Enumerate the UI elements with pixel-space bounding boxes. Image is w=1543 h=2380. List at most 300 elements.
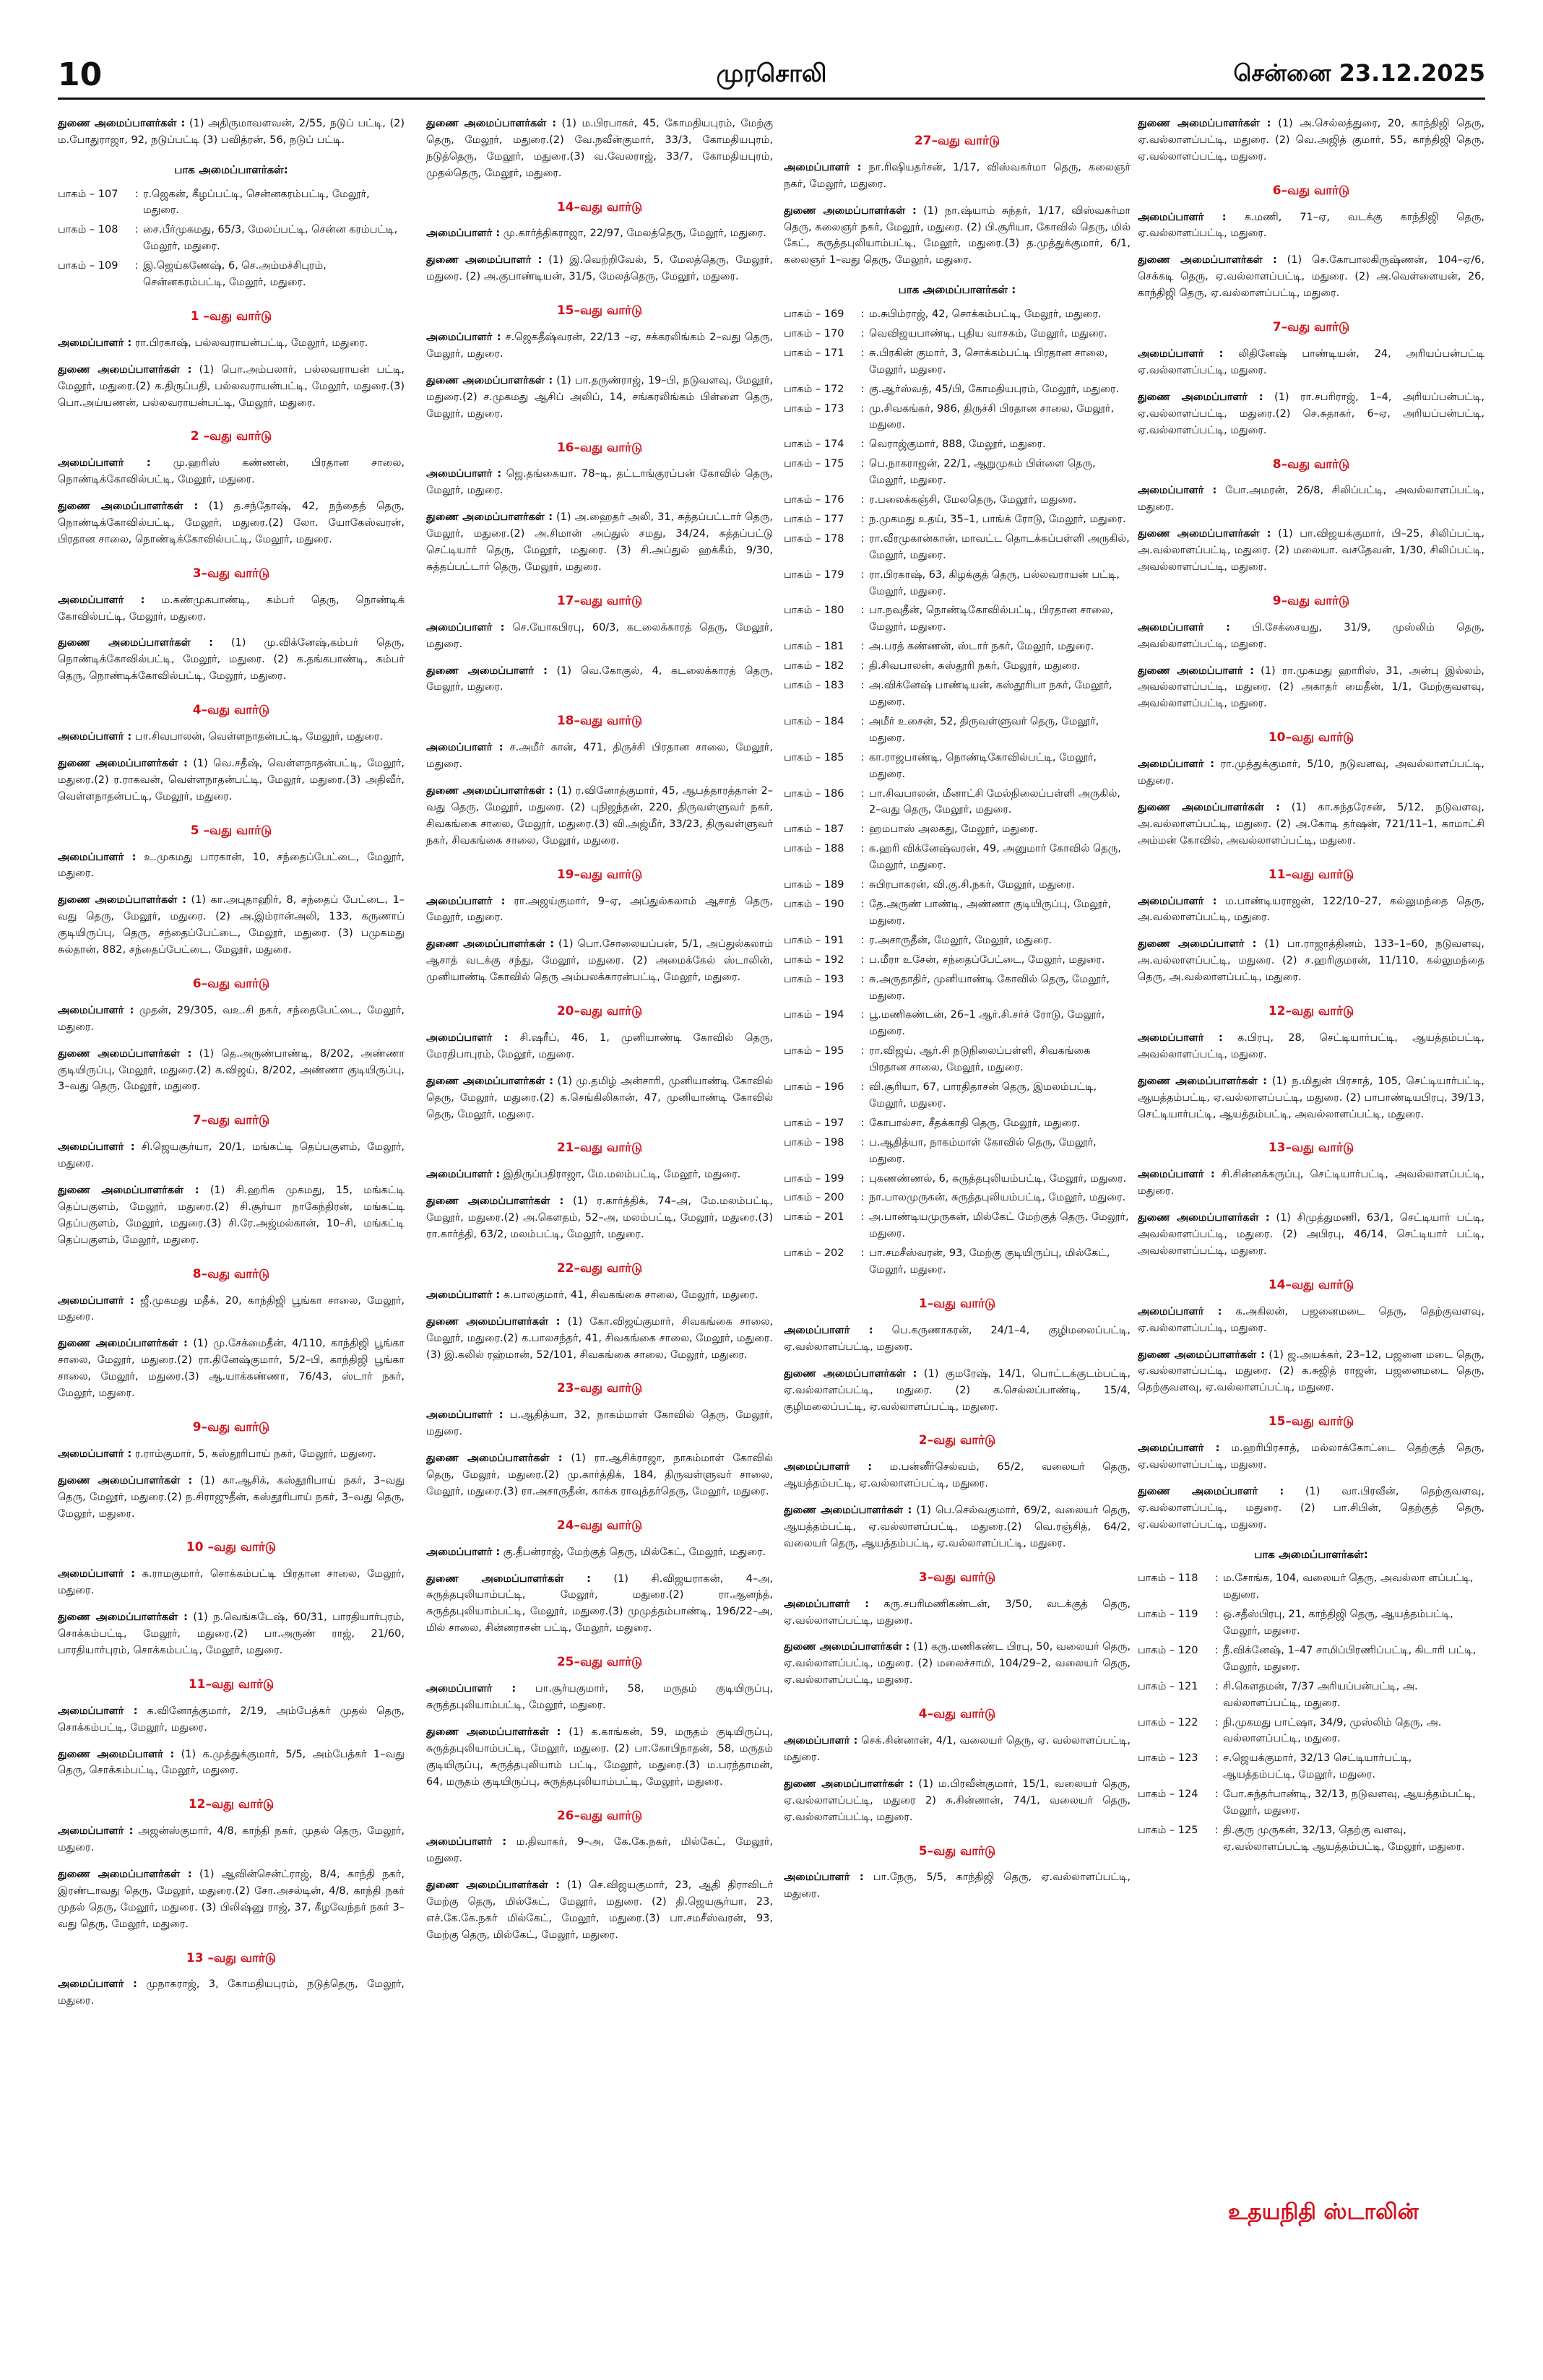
appointment-entry xyxy=(426,509,773,576)
appointee-details: (1) பா.ராஜாத்தினம், 133–1–60, நடுவளவு, அ.வல்லாளப்பட்டி, மதுரை. (2) ச.ஹரிகுமரன், 11/110, கல்லுமந்தை தெரு, அ.வல்லாளப்பட்டி, மதுரை. xyxy=(1138,938,1484,984)
ward-heading: 7–வது வார்டு xyxy=(1272,320,1350,335)
appointee-details: (1) வா.பிரவீன், தெற்குவளவு, ஏ.வல்லாளப்பட்டி, மதுரை. (2) பா.சிபின், தெற்குத் தெரு, ஏ.வல்லாளப்பட்டி, மதுரை. xyxy=(1138,1485,1484,1531)
booth-number: பாகம் – 170 xyxy=(784,327,844,339)
booth-agent: க.ஹரி விக்னேஷ்வரன், 49, அனுமார் கோவில் தெரு, மேலூர், மதுரை. xyxy=(869,843,1121,872)
booth-entry xyxy=(784,1043,1131,1076)
booth-entry xyxy=(784,1209,1131,1242)
appointee-details: க.பிரபு, 28, செட்டியார்பட்டி, ஆயத்தம்பட்டி, அவல்லாளப்பட்டி, மதுரை. xyxy=(1138,1031,1484,1060)
appointee-details: (1) பா.தருண்ராஜ், 19–பி, நடுவளவு, மேலூர், மதுரை.(2) ச.முகமது ஆசிப் அலிப், 14, சங்கரலிங்கம் பிள்ளை தெரு, மேலூர், மதுரை. xyxy=(426,374,773,420)
role-label: அமைப்பாளர் : xyxy=(426,228,501,240)
appointment-entry xyxy=(426,1167,773,1183)
ward-heading: 14–வது வார்டு xyxy=(556,199,643,215)
appointment-entry xyxy=(58,1336,405,1402)
booth-number: பாகம் – 190 xyxy=(784,898,844,910)
role-label: துணை அமைப்பாளர்கள் : xyxy=(426,374,553,386)
role-label: துணை அமைப்பாளர் : xyxy=(1138,1485,1284,1497)
role-label: அமைப்பாளர் : xyxy=(1138,485,1217,497)
ward-heading: 11–வது வார்டு xyxy=(1268,867,1354,882)
booth-number: பாகம் – 124 xyxy=(1138,1788,1198,1801)
booth-separator: : xyxy=(1214,1752,1219,1765)
role-label: அமைப்பாளர் : xyxy=(426,1169,501,1181)
booth-number: பாகம் – 194 xyxy=(784,1009,844,1021)
booth-separator: : xyxy=(860,1117,865,1129)
booth-entry xyxy=(58,186,405,220)
appointment-entry xyxy=(58,1976,405,2009)
booth-entry xyxy=(784,639,1131,655)
appointment-entry xyxy=(784,1869,1131,1903)
appointment-entry xyxy=(784,1776,1131,1826)
appointee-details: க.பாலகுமார், 41, சிவகங்கை சாலை, மேலூர், மதுரை. xyxy=(503,1289,758,1301)
appointee-details: (1) மு.தமிழ் அன்சாரி, முனியாண்டி கோவில் தெரு, மேலூர், மதுரை.(2) க.செங்கிலிகான், 47, முனியாண்டி கோவில் தெரு, மேலூர், மதுரை. xyxy=(426,1075,773,1120)
booth-separator: : xyxy=(860,715,865,727)
appointment-entry xyxy=(1138,1210,1484,1260)
role-label: அமைப்பாளர் : xyxy=(1138,1442,1220,1455)
booth-agent: நீ.விக்னேஷ், 1–47 சாமிப்பிரணிப்பட்டி, கிடாரி பட்டி, மேலூர், மதுரை. xyxy=(1223,1644,1477,1673)
booth-number: பாகம் – 180 xyxy=(784,605,844,617)
booth-separator: : xyxy=(134,260,139,272)
booth-separator: : xyxy=(860,605,865,617)
booth-number: பாகம் – 108 xyxy=(58,224,118,236)
appointee-details: ம.ஹரிபிரசாத், மல்லாக்கோட்டை தெற்குத் தெரு, ஏ.வல்லாளப்பட்டி, மதுரை. xyxy=(1138,1442,1484,1471)
booth-entry xyxy=(784,678,1131,711)
booth-separator: : xyxy=(860,347,865,359)
role-label: துணை அமைப்பாளர்கள் : xyxy=(1138,528,1271,540)
booth-agent: ஒ.சதீஸ்பிரபு, 21, காந்திஜி தெரு, ஆயத்தம்பட்டி, மேலூர், மதுரை. xyxy=(1223,1609,1453,1637)
appointee-details: மு.ஹரிஸ் கண்ணன், பிரதான சாலை, நொண்டிக்கோவில்பட்டி, மேலூர், மதுரை. xyxy=(58,457,405,486)
appointee-details: (1) ஆவின்சென்ட்ராஜ், 8/4, காந்தி நகர், இரண்டாவது தெரு, மேலூர், மதுரை.(2) சோ.அசல்டின், 4/8, காந்தி நகர் முதல் தெரு, மேலூர், மதுரை. (3) பிலிஷ்னு ராஜ், 37, கீழவேந்தர் நகர் 3–வது தெரு, மேலூர், மதுரை. xyxy=(58,1869,405,1930)
booth-agent: பூ.மணிகண்டன், 26–1 ஆர்.சி.சர்ச் ரோடு, மேலூர், மதுரை. xyxy=(869,1009,1105,1038)
appointee-details: (1) பொ.சோலையப்பன், 5/1, அப்துல்கலாம் ஆசாத் வடக்கு சந்து, மேலூர், மதுரை. (2) அமைக்கேல் ஸ்டாலின், முனியாண்டி கோவில் தெரு அம்பலக்காரன்பட்டி, மேலூர், மதுரை. xyxy=(426,938,773,984)
booth-entry xyxy=(784,896,1131,930)
booth-separator: : xyxy=(860,751,865,763)
appointee-details: (1) மு.விக்னேஷ்,கம்பர் தெரு, நொண்டிக்கோவில்பட்டி, மேலூர், மதுரை. (2) க.தங்கபாண்டி, கம்பர் தெரு, நொண்டிக்கோவில்பட்டி, மேலூர், மதுரை. xyxy=(58,637,405,683)
booth-entry xyxy=(58,222,405,255)
ward-heading: 6–வது வார்டு xyxy=(192,976,270,991)
appointment-entry xyxy=(58,116,405,149)
role-label: அமைப்பாளர் : xyxy=(426,895,506,907)
booth-agent: ம.சோங்க, 104, வலையர் தெரு, அவல்லா ளப்பட்டி, மதுரை. xyxy=(1223,1572,1474,1601)
booth-number: பாகம் – 201 xyxy=(784,1211,844,1224)
appointment-entry xyxy=(784,203,1131,269)
booth-separator: : xyxy=(860,898,865,910)
role-label: அமைப்பாளர் : xyxy=(426,1409,503,1421)
booth-separator: : xyxy=(860,402,865,415)
appointee-details: (1) கா.அபுதாஹிர், 8, சந்தைப் பேட்டை, 1–வது தெரு, மேலூர், மதுரை. (2) அ.இம்ரான்அலி, 133, கருணாப் குடியிருப்பு, தெரு, சந்தைப்பேட்டை, மேலூர், மதுரை. (3) பமுகமது சுல்தான், 882, சந்தைப்பேட்டை, மேலூர், மதுரை. xyxy=(58,894,405,956)
role-label: அமைப்பாளர் : xyxy=(426,1836,507,1848)
ward-heading: 21–வது வார்டு xyxy=(556,1141,643,1156)
ward-heading: 4–வது வார்டு xyxy=(192,703,270,718)
ward-heading: 17–வது வார்டு xyxy=(556,593,643,608)
booth-separator: : xyxy=(860,1192,865,1204)
booth-number: பாகம் – 173 xyxy=(784,402,844,415)
appointee-details: முதன், 29/305, வஉ.சி நகர், சந்தைபேட்டை, மேலூர், மதுரை. xyxy=(58,1004,405,1033)
column-4 xyxy=(1138,116,1484,2358)
ward-heading: 5–வது வார்டு xyxy=(918,1843,996,1858)
booth-number: பாகம் – 202 xyxy=(784,1247,844,1260)
ward-heading: 8–வது வார்டு xyxy=(192,1266,270,1281)
role-label: அமைப்பாளர் : xyxy=(784,1598,869,1610)
role-label: துணை அமைப்பாளர் : xyxy=(1138,938,1257,951)
booth-agent: வெவிஜயபாண்டி, புதிய வாசகம், மேலூர், மதுரை. xyxy=(869,327,1107,339)
booth-number: பாகம் – 183 xyxy=(784,680,844,692)
booth-agent: பா.சமசீஸ்வரன், 93, மேற்கு குடியிருப்பு, மில்கேட், மேலூர், மதுரை. xyxy=(869,1247,1110,1276)
appointment-entry xyxy=(1138,756,1484,789)
booth-number: பாகம் – 172 xyxy=(784,383,844,395)
booth-separator: : xyxy=(860,532,865,545)
booth-number: பாகம் – 188 xyxy=(784,843,844,855)
appointee-details: (1) மு.சேக்மைதீன், 4/110, காந்திஜி பூங்கா சாலை, மேலூர், மதுரை.(2) ரா.தினேஷ்குமார், 5/2–பி, காந்திஜி பூங்கா சாலை, மேலூர், மதுரை.(3) ஆ.யாக்கண்ணா, 76/43, ஸ்டார் நகர், மேலூர், மதுரை. xyxy=(58,1338,405,1400)
ward-heading: 10–வது வார்டு xyxy=(1268,730,1354,745)
role-label: அமைப்பாளர் : xyxy=(426,621,505,633)
role-label: அமைப்பாளர் : xyxy=(1138,621,1230,633)
appointee-details: (1) செ.விஜயகுமார், 23, ஆதி திராவிடர் மேற்கு தெரு, மில்கேட், மேலூர், மதுரை. (2) தி.ஜெயசூர்யா, 23, எச்.கே.கே.நகர் மில்கேட், மேலூர், மதுரை.(3) பா.சமசீஸ்வரன், 93, மேற்கு தெரு, மில்கேட், மேலூர், மதுரை. xyxy=(426,1879,773,1941)
appointee-details: (1) ந.மிதுன் பிரசாத், 105, செட்டியார்பட்டி, ஆயத்தம்பட்டி, ஏ.வல்லாளப்பட்டி, மதுரை. (2) பாபாண்டியபிரபு, 39/13, செட்டியார்பட்டி, ஆயத்தம்பட்டி, அவல்லாளப்பட்டி, மதுரை. xyxy=(1138,1075,1484,1120)
appointment-entry xyxy=(1138,346,1484,379)
appointment-entry xyxy=(58,1182,405,1249)
ward-heading: 8–வது வார்டு xyxy=(1272,456,1350,472)
appointee-details: போ.அமரன், 26/8, சிலிப்பட்டி, அவல்லாளப்பட்டி, மதுரை. xyxy=(1138,485,1484,514)
appointee-details: பி.சேக்சையது, 31/9, முஸ்லிம் தெரு, அவல்லாளப்பட்டி, மதுரை. xyxy=(1138,621,1484,650)
appointment-entry xyxy=(426,893,773,927)
appointment-entry xyxy=(1138,620,1484,653)
role-label: அமைப்பாளர் : xyxy=(426,468,502,480)
appointment-entry xyxy=(58,1139,405,1172)
booth-agent: அ.விக்னேஷ் பாண்டியன், கஸ்தூரிபா நகர், மேலூர், மதுரை. xyxy=(869,680,1112,709)
booth-separator: : xyxy=(1214,1788,1219,1801)
booth-number: பாகம் – 199 xyxy=(784,1172,844,1185)
ward-heading: 4–வது வார்டு xyxy=(918,1707,996,1722)
appointee-details: (1) அ.செல்லத்துரை, 20, காந்திஜி தெரு, ஏ.வல்லாளப்பட்டி, மதுரை. (2) வெ.அஜித் குமார், 55, காந்திஜி தெரு, ஏ.வல்லாளப்பட்டி, மதுரை. xyxy=(1138,118,1484,163)
booth-separator: : xyxy=(860,458,865,470)
ward-heading: 15–வது வார்டு xyxy=(1268,1414,1354,1429)
role-label: துணை அமைப்பாளர் : xyxy=(426,665,548,677)
booth-number: பாகம் – 192 xyxy=(784,953,844,966)
booth-agent: ந.முகமது உதய், 35–1, பாங்க் ரோடு, மேலூர், மதுரை. xyxy=(869,513,1126,525)
role-label: அமைப்பாளர் : xyxy=(58,851,137,863)
ward-heading: 24–வது வார்டு xyxy=(556,1518,643,1533)
booth-entry xyxy=(784,511,1131,528)
booth-separator: : xyxy=(860,383,865,395)
appointee-details: சி.ஜெயசூர்யா, 20/1, மங்கட்டி தெப்பகுளம், மேலூர், மதுரை. xyxy=(58,1141,405,1170)
appointee-details: செ.யோகபிரபு, 60/3, கடலைக்காரத் தெரு, மேலூர், மதுரை. xyxy=(426,621,773,650)
appointment-entry xyxy=(58,1566,405,1599)
booth-separator: : xyxy=(1214,1572,1219,1585)
ward-heading: 5 –வது வார்டு xyxy=(190,823,272,838)
appointee-details: (1) த.சந்தோஷ், 42, நந்தைத் தெரு, நொண்டிக்கோவில்பட்டி, மேலூர், மதுரை.(2) லோ. யோகேஸ்வரன், பிரதான சாலை, நொண்டிக்கோவில்பட்டி, மேலூர், மதுரை. xyxy=(58,501,405,545)
appointment-entry xyxy=(1138,800,1484,849)
role-label: துணை அமைப்பாளர்கள் : xyxy=(58,1611,188,1624)
role-label: துணை அமைப்பாளர் : xyxy=(1138,391,1263,403)
role-label: துணை அமைப்பாளர்கள் : xyxy=(426,1075,554,1087)
booth-agent: பா.சிவபாலன், மீனாட்சி மேல்நிலைப்பள்ளி அருகில், 2–வது தெரு, மேலூர், மதுரை. xyxy=(869,787,1120,816)
appointee-details: ப.ஆதித்யா, 32, நாகம்மாள் கோவில் தெரு, மேலூர், மதுரை. xyxy=(426,1409,773,1438)
appointee-details: (1) சி.விஜயராகன், 4–அ, சுருத்தபுலியாம்பட்டி, மேலூர், மதுரை.(2) ரா.ஆனந்த், சுருத்தபுலியாம்பட்டி, மேலூர், மதுரை.(3) முமுத்தம்பாண்டி, 196/22–அ, மில் சாலை, சின்னராசன் பட்டி, மேலூர், மதுரை. xyxy=(426,1572,773,1635)
booth-entry xyxy=(784,1007,1131,1040)
booth-entry xyxy=(784,877,1131,893)
appointment-entry xyxy=(426,225,773,242)
appointee-details: சி.சின்னக்கருப்பு, செட்டியார்பட்டி, அவல்லாளப்பட்டி, மதுரை. xyxy=(1138,1169,1484,1198)
role-label: அமைப்பாளர் : xyxy=(1138,1169,1215,1181)
appointment-entry xyxy=(1138,1440,1484,1474)
booth-entry xyxy=(1138,1786,1484,1819)
booth-agent: கு.ஆர்ஸ்வத், 45/பி, கோமதியபுரம், மேலூர், மதுரை. xyxy=(869,383,1120,395)
appointment-entry xyxy=(1138,1304,1484,1337)
appointment-entry xyxy=(58,498,405,548)
role-label: அமைப்பாளர் : xyxy=(58,1825,134,1838)
appointee-details: (1) சிமுத்துமணி, 63/1, செட்டியார் பட்டி, அவல்லாளப்பட்டி, மதுரை. (2) அபிரபு, 46/14, செட்டியார் பட்டி, அவல்லாளப்பட்டி, மதுரை. xyxy=(1138,1212,1484,1257)
appointee-details: அஜன்ஸ்குமார், 4/8, காந்தி நகர், முதல் தெரு, மேலூர், மதுரை. xyxy=(58,1825,405,1854)
appointment-entry xyxy=(426,1571,773,1637)
appointee-details: (1) ம.பிரபாகர், 45, கோமதியபுரம், மேற்கு தெரு, மேலூர், மதுரை.(2) வே.நவீன்குமார், 33/3, கோமதியபுரம், நடுத்தெரு, மேலூர், மதுரை.(3) வ.வேலராஜ், 33/7, கோமதியபுரம், முதல்தெரு, மேலூர், மதுரை. xyxy=(426,118,773,179)
appointee-details: சி.ஷரீப், 46, 1, முனியாண்டி கோவில் தெரு, மேரதிபாபுரம், மேலூர், மதுரை. xyxy=(426,1031,773,1060)
appointment-entry xyxy=(1138,936,1484,986)
appointee-details: லிதினேஷ் பாண்டியன், 24, அரியப்பன்பட்டி ஏ.வல்லாளப்பட்டி, மதுரை. xyxy=(1138,347,1484,376)
ward-heading: 26–வது வார்டு xyxy=(556,1808,643,1823)
booth-agent: ர.பலைக்கஞ்சி, மேலதெரு, மேலூர், மதுரை. xyxy=(869,494,1077,506)
booth-agent: தி.குரு முருகன், 32/13, தெற்கு வளவு, ஏ.வல்லாளப்பட்டி ஆயத்தம்பட்டி, மேலூர், மதுரை. xyxy=(1223,1825,1465,1853)
appointment-entry xyxy=(426,373,773,423)
role-label: துணை அமைப்பாளர்கள் : xyxy=(426,1879,560,1892)
appointment-entry xyxy=(1138,389,1484,439)
booth-separator: : xyxy=(1214,1716,1219,1728)
booth-entry xyxy=(1138,1570,1484,1604)
appointment-entry xyxy=(1138,1347,1484,1397)
booth-entry xyxy=(1138,1606,1484,1640)
appointee-details: ர.ராம்குமார், 5, கஸ்தூரிபாய் நகர், மேலூர், மதுரை. xyxy=(134,1448,376,1460)
booth-number: பாகம் – 125 xyxy=(1138,1825,1198,1836)
booth-agent: போ.சுந்தர்பாண்டி, 32/13, நடுவளவு, ஆயத்தம்பட்டி, மேலூர், மதுரை. xyxy=(1223,1788,1476,1817)
appointee-details: உ.முகமது பாரகான், 10, சந்தைப்பேட்டை, மேலூர், மதுரை. xyxy=(58,851,405,880)
booth-number: பாகம் – 197 xyxy=(784,1117,844,1129)
role-label: துணை அமைப்பாளர்கள் : xyxy=(58,1185,199,1197)
role-label: அமைப்பாளர் : xyxy=(58,1004,134,1016)
appointee-details: (1) ரா.முகமது ஹாரிஸ், 31, அன்பு இல்லம், அவல்லாளப்பட்டி, மதுரை. (2) அகாதர் மைதீன், 1/1, மேற்குவளவு, அவல்லாளப்பட்டி, மதுரை. xyxy=(1138,665,1484,710)
booth-number: பாகம் – 109 xyxy=(58,260,118,272)
booth-separator: : xyxy=(860,680,865,692)
appointment-entry xyxy=(426,1544,773,1561)
appointee-details: (1) கரு.மணிகண்ட பிரபு, 50, வலையர் தெரு, ஏ.வல்லாளப்பட்டி, மதுரை. (2) மலைச்சாமி, 104/29–2, வலையர் தெரு, ஏ.வல்லாளப்பட்டி, மதுரை. xyxy=(784,1641,1131,1687)
appointment-entry xyxy=(784,1323,1131,1356)
ward-heading: 23–வது வார்டு xyxy=(556,1381,643,1396)
role-label: அமைப்பாளர் : xyxy=(58,1141,135,1154)
appointment-entry xyxy=(58,455,405,488)
booth-separator: : xyxy=(860,934,865,946)
ward-heading: 13 –வது வார்டு xyxy=(186,1950,277,1965)
booth-agent: கா.ராஜபாண்டி, நொண்டிகோவில்பட்டி, மேலூர், மதுரை. xyxy=(869,751,1097,780)
role-label: அமைப்பாளர் : xyxy=(58,457,151,469)
booth-agent: நா.பாலமுருகன், சுருத்தபுலியம்பட்டி, மேலூர், மதுரை. xyxy=(869,1192,1126,1204)
booth-agent: தி.சிவபாலன், கஸ்தூரி நகர், மேலூர், மதுரை. xyxy=(869,660,1081,672)
booth-separator: : xyxy=(134,188,139,200)
appointee-details: செக்.சின்னான், 4/1, வலையர் தெரு, ஏ. வல்லாளப்பட்டி, மதுரை. xyxy=(784,1735,1131,1763)
booth-separator: : xyxy=(860,513,865,525)
booth-entry xyxy=(784,492,1131,509)
ward-heading: 13–வது வார்டு xyxy=(1268,1141,1354,1156)
appointee-details: ச.அமீர் கான், 471, திருச்சி பிரதான சாலை, மேலூர், மதுரை. xyxy=(426,742,773,771)
booth-number: பாகம் – 193 xyxy=(784,973,844,985)
role-label: துணை அமைப்பாளர்கள் : xyxy=(784,204,917,217)
appointee-details: ரா.அஜய்குமார், 9–ஏ, அப்துல்கலாம் ஆசாத் தெரு, மேலூர், மதுரை. xyxy=(426,895,773,924)
appointee-details: (1) நா.ஷ்யாம் சுந்தர், 1/17, விஸ்வகர்மா தெரு, கலைஞர் நகர், மேலூர், மதுரை. (2) பி.சூரியா, கோவில் தெரு, மில் கேட், சுருத்தபுலியாம்பட்டி, மேலூர், மதுரை.(3) த.முத்துக்குமார், 6/1, கலைஞர் 1–வது தெரு, மேலூர், மதுரை. xyxy=(784,204,1131,267)
appointment-entry xyxy=(58,1823,405,1856)
appointee-details: ம.பன்னீர்செல்வம், 65/2, வலையர் தெரு, ஆயத்தம்பட்டி, ஏ.வல்லாளப்பட்டி, மதுரை. xyxy=(784,1461,1131,1490)
booth-separator: : xyxy=(860,327,865,339)
appointment-entry xyxy=(58,1046,405,1096)
appointment-entry xyxy=(784,1733,1131,1766)
ward-heading: 6–வது வார்டு xyxy=(1272,183,1350,198)
booth-number: பாகம் – 179 xyxy=(784,568,844,581)
booth-number: பாகம் – 187 xyxy=(784,823,844,836)
role-label: அமைப்பாளர் : xyxy=(426,1031,509,1044)
ward-heading: 3–வது வார்டு xyxy=(918,1570,996,1585)
booth-agent: அமீர் உசைன், 52, திருவள்ளுவர் தெரு, மேலூர், மதுரை. xyxy=(869,715,1099,744)
ward-heading: 22–வது வார்டு xyxy=(556,1260,643,1276)
signature: உதயநிதி ஸ்டாலின் xyxy=(1228,2199,1419,2225)
booth-number: பாகம் – 122 xyxy=(1138,1716,1198,1728)
booth-separator: : xyxy=(860,787,865,800)
appointee-details: (1) ம.பிரவீன்குமார், 15/1, வலையர் தெரு, ஏ.வல்லாளப்பட்டி, மதுரை 2) சு.சின்னான், 74/1, வலையர் தெரு, ஏ.வல்லாளப்பட்டி, மதுரை. xyxy=(784,1778,1131,1823)
booth-agent: சை.பீர்முகமது, 65/3, மேலப்பட்டி, சென்ன கரம்பட்டி, மேலூர், மதுரை. xyxy=(143,224,398,253)
booth-separator: : xyxy=(860,823,865,836)
booth-agent: அ.பாண்டியமுருகன், மில்கேட் மேற்குத் தெரு, மேலூர், மதுரை. xyxy=(869,1211,1129,1240)
appointment-entry xyxy=(784,1366,1131,1416)
role-label: அமைப்பாளர் : xyxy=(784,1324,873,1336)
ward-heading: 2 –வது வார்டு xyxy=(190,429,272,444)
booth-entry xyxy=(784,841,1131,874)
appointee-details: (1) குமரேஷ், 14/1, பொட்டக்குடம்பட்டி, ஏ.வல்லாளப்பட்டி, மதுரை. (2) க.செல்லப்பாண்டி, 15/4, குழிமலைப்பட்டி, ஏ.வல்லாளப்பட்டி, மதுரை. xyxy=(784,1367,1131,1413)
booth-number: பாகம் – 175 xyxy=(784,458,844,470)
ward-heading: 12–வது வார்டு xyxy=(1268,1004,1354,1019)
appointee-details: (1) ந.வெங்கடேஷ், 60/31, பாரதியார்புரம், சொக்கம்பட்டி, மேலூர், மதுரை.(2) பா.அருண் ராஜ், 21/60, பாரதியார்புரம், சொக்கம்பட்டி, மேலூர், மதுரை. xyxy=(58,1611,405,1656)
booth-entry xyxy=(784,714,1131,747)
appointee-details: (1) ரா.சபரிராஜ், 1–4, அரியப்பன்பட்டி, ஏ.வல்லாளப்பட்டி, மதுரை.(2) செ.சுதாகர், 6–ஏ, அரியப்பன்பட்டி, ஏ.வல்லாளப்பட்டி, மதுரை. xyxy=(1138,391,1484,436)
role-label: துணை அமைப்பாளர்கள் : xyxy=(1138,1212,1270,1224)
appointee-details: (1) ர.கார்த்திக், 74–அ, மே.மலம்பட்டி, மேலூர், மதுரை.(2) அ.கௌதம், 52–அ, மலம்பட்டி, மேலூர், மதுரை.(3) ரா.கார்த்தி, 63/2, மலம்பட்டி, மேலூர், மதுரை. xyxy=(426,1195,773,1241)
booth-separator: : xyxy=(860,438,865,451)
appointment-entry xyxy=(58,1866,405,1933)
role-label: துணை அமைப்பாளர் : xyxy=(1138,665,1254,677)
role-label: துணை அமைப்பாளர்கள் : xyxy=(58,363,192,376)
role-label: துணை அமைப்பாளர்கள் : xyxy=(784,1367,917,1380)
role-label: அமைப்பாளர் : xyxy=(1138,1031,1223,1044)
booth-number: பாகம் – 182 xyxy=(784,660,844,672)
appointment-entry xyxy=(1138,483,1484,516)
booth-number: பாகம் – 119 xyxy=(1138,1609,1198,1621)
role-label: துணை அமைப்பாளர்கள் : xyxy=(58,637,213,649)
appointment-entry xyxy=(1138,1484,1484,1533)
booth-agent: புகணண்ணல், 6, சுருத்தபுலியம்பட்டி, மேலூர், மதுரை. xyxy=(869,1172,1127,1185)
booth-separator: : xyxy=(1214,1644,1219,1656)
dateline: சென்னை 23.12.2025 xyxy=(1233,59,1485,87)
appointment-entry xyxy=(1138,252,1484,302)
appointment-entry xyxy=(426,1834,773,1867)
booth-separator: : xyxy=(860,1009,865,1021)
booth-entry xyxy=(784,972,1131,1005)
booth-number: பாகம் – 185 xyxy=(784,751,844,763)
role-label: அமைப்பாளர் : xyxy=(426,1289,501,1301)
appointment-entry xyxy=(58,1003,405,1036)
appointee-details: நா.ரிஷியதர்சன், 1/17, விஸ்வகர்மா தெரு, கலைஞர் நகர், மேலூர், மதுரை. xyxy=(784,161,1131,190)
booth-agent: இ.ஜெய்கணேஷ், 6, செ.அம்மச்சிபுரம், சென்னகரம்பட்டி, மேலூர், மதுரை. xyxy=(143,260,327,289)
appointment-entry xyxy=(1138,526,1484,576)
ward-heading: 12–வது வார்டு xyxy=(188,1797,275,1812)
ward-heading: 16–வது வார்டு xyxy=(556,440,643,455)
booth-entry xyxy=(784,1171,1131,1187)
booth-number: பாகம் – 120 xyxy=(1138,1644,1198,1656)
role-label: துணை அமைப்பாளர்கள் : xyxy=(1138,1075,1267,1087)
appointee-details: ம.கண்முகபாண்டி, கம்பர் தெரு, நொண்டிக் கோவில்பட்டி, மேலூர், மதுரை. xyxy=(58,594,405,623)
appointee-details: (1) ர.வினோத்குமார், 45, ஆபத்தாரத்தான் 2–வது தெரு, மேலூர், மதுரை. (2) புநிஜந்தன், 220, திருவள்ளுவர் நகர், சிவகங்கை சாலை, மேலூர், மதுரை.(3) வி.அஜ்மீர், 33/23, திருவள்ளுவர் நகர், சிவகங்கை சாலை, மேலூர், மதுரை. xyxy=(426,785,773,847)
appointee-details: (1) கா.ஆசிக், கஸ்தூரிபாய் நகர், 3–வது தெரு, மேலூர், மதுரை.(2) ந.சிராஜுதீன், கஸ்தூரிபாய் நகர், 3–வது தெரு, மேலூர், மதுரை. xyxy=(58,1474,405,1520)
appointment-entry xyxy=(58,1703,405,1736)
booth-number: பாகம் – 171 xyxy=(784,347,844,359)
role-label: துணை அமைப்பாளர்கள் : xyxy=(426,1572,591,1585)
ward-heading: 1–வது வார்டு xyxy=(918,1297,996,1312)
ward-heading: 11–வது வார்டு xyxy=(188,1676,275,1692)
booth-agent: சு.பிரகின் குமார், 3, சொக்கம்பட்டி பிரதான சாலை, மேலூர், மதுரை. xyxy=(869,347,1108,376)
booth-agent: ர.ஜெகன், கீழப்பட்டி, சென்னகரம்பட்டி, மேலூர், மதுரை. xyxy=(143,188,370,217)
appointee-details: (1) க.முத்துக்குமார், 5/5, அம்பேத்கர் 1–வது தெரு, சொக்கம்பட்டி, மேலூர், மதுரை. xyxy=(58,1748,405,1777)
appointment-entry xyxy=(426,663,773,696)
booth-number: பாகம் – 169 xyxy=(784,308,844,320)
appointee-details: க.அகிலன், பஜனைமடை தெரு, தெற்குவளவு, ஏ.வல்லாளப்பட்டி, மதுரை. xyxy=(1138,1305,1484,1334)
booth-entry xyxy=(784,381,1131,398)
appointee-details: (1) பெ.செல்வகுமார், 69/2, வலையர் தெரு, ஆயத்தம்பட்டி, ஏ.வல்லாளப்பட்டி, மதுரை.(2) வெ.ரஞ்சித், 64/2, வலையர் தெரு, ஆயத்தம்பட்டி, ஏ.வல்லாளப்பட்டி, மதுரை. xyxy=(784,1505,1131,1549)
appointee-details: (1) அதிருமாவளவன், 2/55, நடுப் பட்டி, (2) ம.போதுராஜா, 92, நடுப்பட்டி (3) பவித்ரன், 56, நடுப் பட்டி. xyxy=(58,118,405,146)
appointment-entry xyxy=(58,1293,405,1326)
role-label: அமைப்பாளர் : xyxy=(58,337,132,349)
appointment-entry xyxy=(426,1193,773,1243)
booth-separator: : xyxy=(860,308,865,320)
column-3 xyxy=(784,116,1131,2358)
appointee-details: (1) பொ.அம்பலார், பல்லவராயன் பட்டி, மேலூர், மதுரை.(2) க.திருப்பதி, பல்லவராயன்பட்டி, மேலூர், மதுரை.(3) பொ.அய்யணன், பல்லவராயன்பட்டி, மேலூர், மதுரை. xyxy=(58,363,405,409)
booth-entry xyxy=(1138,1750,1484,1783)
masthead-rule xyxy=(58,98,1485,100)
booth-number: பாகம் – 174 xyxy=(784,438,844,451)
booth-entry xyxy=(784,531,1131,564)
appointment-entry xyxy=(426,329,773,363)
appointment-entry xyxy=(426,466,773,499)
role-label: துணை அமைப்பாளர் : xyxy=(426,254,543,267)
appointee-details: ம.பாண்டியராஜன், 122/10–27, கல்லுமந்தை தெரு, அ.வல்லாளப்பட்டி, மதுரை. xyxy=(1138,895,1484,924)
booth-agent: ரா.விஜய், ஆர்.சி நடுநிலைப்பள்ளி, சிவகங்கை பிரதான சாலை, மேலூர், மதுரை. xyxy=(869,1045,1091,1074)
booth-agent: ம.சுபிம்ராஜ், 42, சொக்கம்பட்டி, மேலூர், மதுரை. xyxy=(869,308,1102,320)
appointee-details: ஜெ.தங்கையா. 78–டி, தட்டாங்குரப்பன் கோவில் தெரு, மேலூர், மதுரை. xyxy=(426,468,773,497)
appointment-entry xyxy=(58,1747,405,1780)
role-label: துணை அமைப்பாளர்கள் : xyxy=(426,511,553,524)
appointee-details: ம.திவாகர், 9–அ, கே.கே.நகர், மில்கேட், மேலூர், மதுரை. xyxy=(426,1836,773,1865)
role-label: துணை அமைப்பாளர்கள் : xyxy=(58,501,199,513)
appointee-details: மு.கார்த்திகராஜா, 22/97, மேலத்தெரு, மேலூர், மதுரை. xyxy=(503,228,766,240)
page-number: 10 xyxy=(58,56,103,93)
booth-entry xyxy=(784,1115,1131,1132)
section-subheading: பாக அமைப்பாளர்கள்: xyxy=(174,163,288,176)
booth-number: பாகம் – 176 xyxy=(784,494,844,506)
role-label: துணை அமைப்பாளர்கள் : xyxy=(784,1641,910,1653)
booth-separator: : xyxy=(860,1211,865,1224)
booth-number: பாகம் – 107 xyxy=(58,188,118,200)
appointee-details: கு.தீபன்ராஜ், மேற்குத் தெரு, மில்கேட், மேலூர், மதுரை. xyxy=(503,1546,766,1558)
role-label: அமைப்பாளர் : xyxy=(1138,1305,1222,1317)
appointee-details: (1) ரா.ஆசிக்ராஜா, நாகம்மாள் கோவில் தெரு, மேலூர், மதுரை.(2) மு.கார்த்திக், 184, திருவள்ளுவர் சாலை, மேலூர், மதுரை.(3) ரா.அசாருதீன், காக்க ராவுத்தர்தெரு, மேலூர், மதுரை. xyxy=(426,1453,773,1497)
role-label: துணை அமைப்பாளர்கள் : xyxy=(426,118,557,129)
booth-number: பாகம் – 186 xyxy=(784,787,844,800)
ward-heading: 1 –வது வார்டு xyxy=(190,308,272,324)
appointee-details: (1) க.காங்கன், 59, மருதம் குடியிருப்பு, சுருத்தபுலியாம்பட்டி, மேலூர், மதுரை. (2) பா.கோபிநாதன், 58, மருதம் குடியிருப்பு, சுருத்தபுலியாம் பட்டி, மேலூர், மதுரை.(3) ம.பரந்தாமன், 64, மருதம் குடியிருப்பு, சுருத்தபுலியாம்பட்டி, மேலூர், மதுரை. xyxy=(426,1726,773,1788)
role-label: அமைப்பாளர் : xyxy=(784,161,862,173)
appointee-details: (1) இ.வெற்றிவேல், 5, மேலத்தெரு, மேலூர், மதுரை. (2) அ.குபாண்டியன், 31/5, மேலத்தெரு, மேலூர், மதுரை. xyxy=(426,254,773,283)
appointment-entry xyxy=(58,1473,405,1523)
